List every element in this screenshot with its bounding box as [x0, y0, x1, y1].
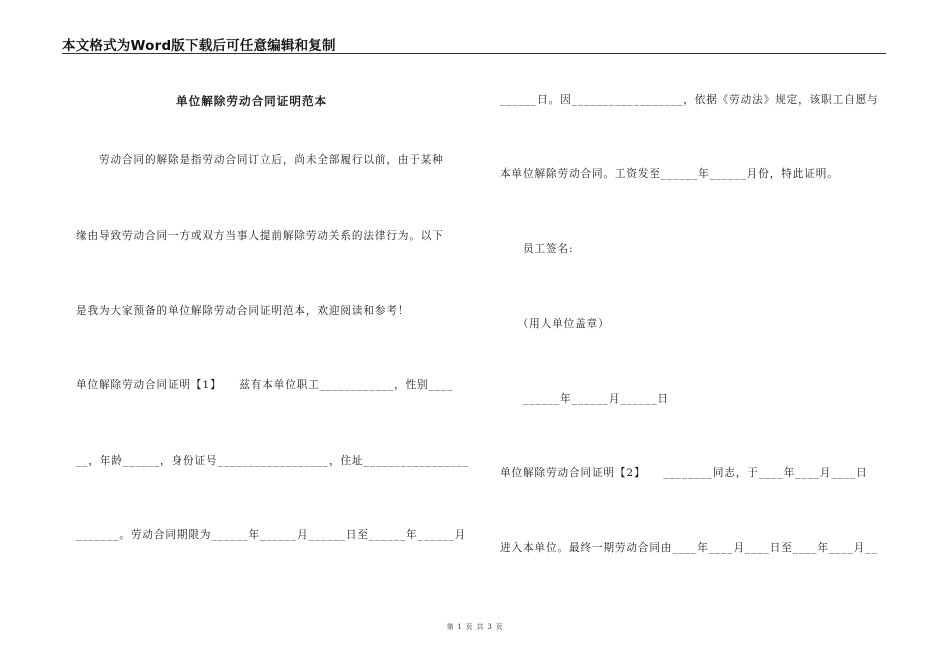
- paragraph-line: 劳动合同的解除是指劳动合同订立后，尚未全部履行以前，由于某种: [76, 154, 444, 166]
- paragraph-line: ______日。因__________________，依据《劳动法》规定，该职工自愿与: [500, 94, 879, 106]
- employee-signature-label: 员工签名:: [500, 243, 574, 255]
- date-line: ______年______月______日: [500, 393, 670, 405]
- paragraph-line: _______。劳动合同期限为______年______月______日至______年______月: [76, 529, 467, 541]
- paragraph-line: 单位解除劳动合同证明【2】 ________同志，于____年____月____日: [500, 467, 868, 479]
- page-indicator: 第 1 页 共 3 页: [446, 623, 504, 631]
- paragraph-line: __，年龄______，身份证号__________________，住址_________________: [76, 455, 469, 467]
- document-title: 单位解除劳动合同证明范本: [176, 94, 328, 108]
- paragraph-line: 本单位解除劳动合同。工资发至______年______月份，特此证明。: [500, 168, 839, 180]
- download-banner: 本文格式为Word版下载后可任意编辑和复制: [62, 38, 336, 54]
- paragraph-line: 单位解除劳动合同证明【1】 兹有本单位职工____________，性别____: [76, 379, 454, 391]
- paragraph-line: 是我为大家预备的单位解除劳动合同证明范本，欢迎阅读和参考！: [76, 305, 410, 317]
- company-seal-label: （用人单位盖章）: [500, 318, 610, 330]
- paragraph-line: 缘由导致劳动合同一方或双方当事人提前解除劳动关系的法律行为。以下: [76, 230, 444, 242]
- paragraph-line: 进入本单位。最终一期劳动合同由____年____月____日至____年____月__: [500, 542, 878, 554]
- header-divider: [62, 53, 886, 54]
